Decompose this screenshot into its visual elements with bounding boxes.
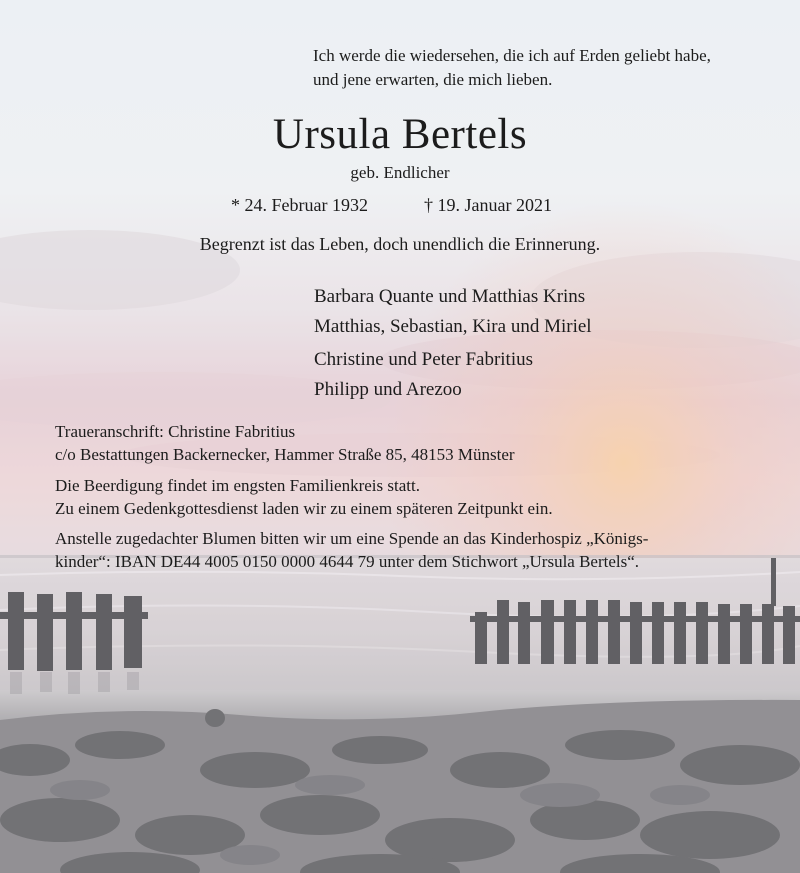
birth-date: * 24. Februar 1932 (231, 195, 368, 215)
quote-line: Ich werde die wiedersehen, die ich auf Erden geliebt habe, (313, 46, 711, 65)
donation-line: Anstelle zugedachter Blumen bitten wir um eine Spende an das Kinderhospiz „Königs- (55, 529, 649, 548)
mourners-family-2 (314, 345, 533, 405)
memorial-quote (313, 44, 793, 92)
mourner-line: Christine und Peter Fabritius (314, 349, 534, 370)
mourner-line: Philipp und Arezoo (314, 379, 462, 400)
burial-line: Zu einem Gedenkgottesdienst laden wir zu einem späteren Zeitpunkt ein. (55, 498, 553, 518)
mourner-line: Matthias, Sebastian, Kira und Miriel (314, 316, 592, 337)
quote-line: und jene erwarten, die mich lieben. (313, 70, 553, 89)
mourners-family-1 (314, 282, 592, 342)
burial-line: Die Beerdigung findet im engsten Familienkreis statt. (55, 476, 420, 495)
donation-notice (55, 528, 745, 573)
mourner-line: Barbara Quante und Matthias Krins (314, 286, 586, 307)
mourning-address (55, 421, 515, 466)
burial-notice (55, 475, 553, 520)
address-line: Traueranschrift: Christine Fabritius (55, 422, 296, 441)
deceased-name: Ursula Bertels (272, 111, 528, 158)
donation-line: kinder“: IBAN DE44 4005 0150 0000 4644 79 unter dem Stichwort „Ursula Bertels“. (55, 551, 640, 571)
death-date: † 19. Januar 2021 (424, 195, 552, 215)
maiden-name: geb. Endlicher (350, 163, 450, 182)
memorial-motto: Begrenzt ist das Leben, doch unendlich die Erinnerung. (199, 234, 601, 254)
address-line: c/o Bestattungen Backernecker, Hammer Straße 85, 48153 Münster (55, 444, 515, 464)
